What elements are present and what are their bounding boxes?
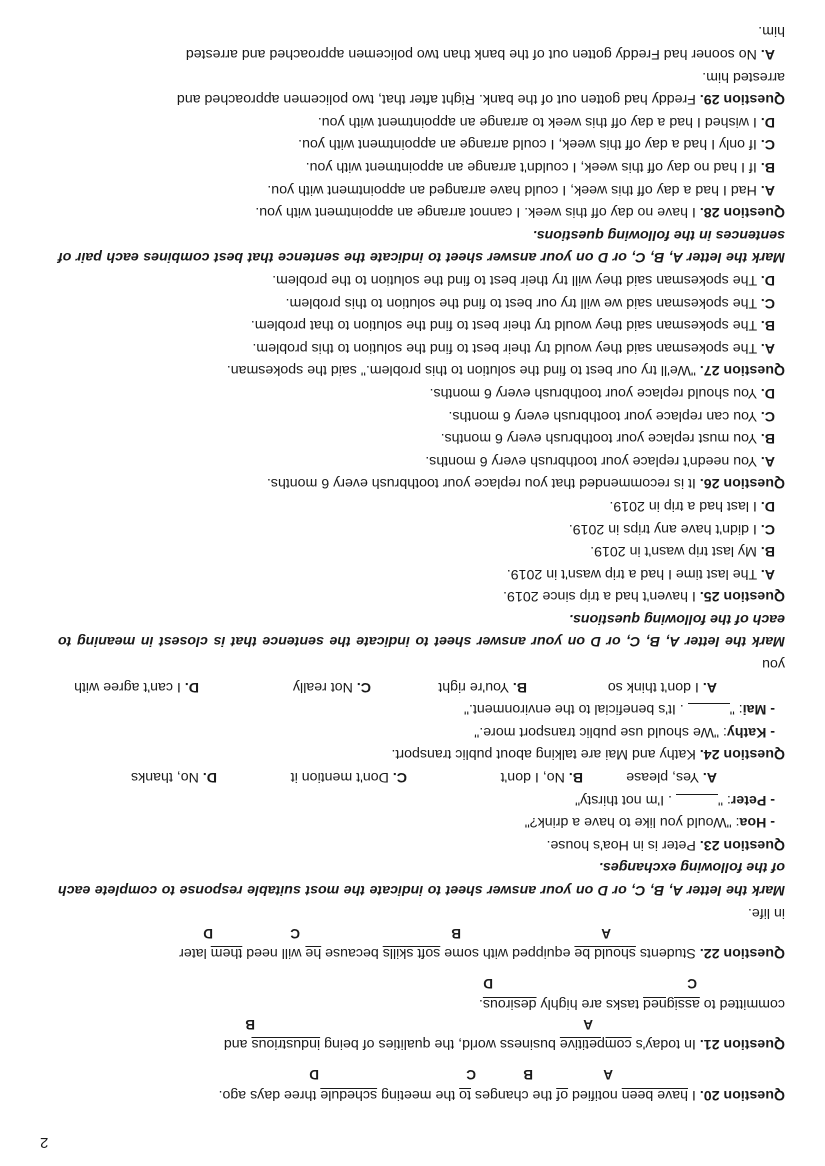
question-22-cont: in life. — [747, 904, 785, 921]
question-24-options — [58, 675, 785, 698]
instruction-exchanges: Mark the letter A, B, C, or D on your answer sheet to indicate the most suitable response to complete each of the following exchanges. — [58, 859, 785, 899]
question-25-option-a: A. The last time I had a trip wasn't in 2019. — [506, 565, 775, 582]
option-b: B. You're right — [438, 678, 527, 695]
question-21-letters-cd: C D — [483, 976, 697, 992]
question-26-option-d: D. You should replace your toothbrush every 6 months. — [429, 384, 775, 401]
question-26: Question 26. It is recommended that you replace your toothbrush every 6 months. — [266, 475, 785, 492]
page-content — [58, 20, 785, 1106]
question-27: Question 27. "We'll try our best to find the solution to this problem." said the spokesman. — [226, 362, 785, 379]
question-27-option-b: B. The spokesman said they would try their best to find the solution to that problem. — [250, 317, 775, 334]
question-29-option-a: A. No sooner had Freddy gotten out of the bank than two policemen approached and arrested — [185, 46, 775, 63]
question-29-cont: arrested him. — [702, 68, 785, 85]
option-a: A. I don't think so — [607, 678, 717, 695]
question-21-letters-ab: A B — [245, 1016, 593, 1032]
question-28-option-b: B. If I had no day off this week, I couldn't arrange an appointment with you. — [305, 159, 775, 176]
question-22-letters: A B C D — [203, 925, 611, 941]
question-23-peter: - Peter: " . I'm not thirsty" — [575, 791, 775, 808]
instruction-combine: Mark the letter A, B, C, or D on your answer sheet to indicate the sentence that best combines each pair of sentences in the following questions. — [58, 226, 785, 266]
question-23-options — [58, 765, 785, 788]
question-27-option-c: C. The spokesman said we will try our best to find the solution to this problem. — [285, 294, 775, 311]
question-23-hoa: - Hoa: "Would you like to have a drink?" — [524, 814, 775, 831]
question-26-option-b: B. You must replace your toothbrush every 6 months. — [440, 430, 775, 447]
option-d: D. No, thanks — [131, 769, 217, 786]
question-28-option-a: A. Had I had a day off this week, I could have arranged an appointment with you. — [267, 181, 775, 198]
question-22: Question 22. Students should be equipped with some soft skills because he will need them later — [179, 945, 785, 962]
question-25: Question 25. I haven't had a trip since 2019. — [503, 588, 785, 605]
question-20: Question 20. I have been notified of the changes to the meeting schedule three days ago. — [218, 1087, 785, 1103]
question-27-option-d: D. The spokesman said they will try their best to find the solution to the problem. — [272, 272, 775, 288]
question-29: Question 29. Freddy had gotten out of the bank. Right after that, two policemen approached and — [176, 91, 785, 108]
question-27-option-a: A. The spokesman said they would try their best to find the solution to this problem. — [252, 339, 775, 356]
option-c: C. Not really — [292, 678, 371, 695]
page-number: 2 — [40, 1133, 49, 1151]
question-25-option-b: B. My last trip wasn't in 2019. — [590, 543, 775, 560]
question-21-cont: committed to assigned tasks are highly desirous. — [478, 995, 785, 1012]
question-28-option-c: C. If only I had a day off this week, I could arrange an appointment with you. — [298, 136, 775, 153]
option-a: A. Yes, please — [626, 769, 717, 786]
question-28: Question 28. I have no day off this week. I cannot arrange an appointment with you. — [255, 204, 785, 221]
question-25-option-d: D. I last had a trip in 2019. — [609, 497, 775, 514]
option-c: C. Don't mention it — [290, 769, 407, 786]
question-29-option-a-cont: him. — [758, 23, 785, 40]
question-26-option-a: A. You needn't replace your toothbrush every 6 months. — [425, 452, 775, 469]
question-25-option-c: C. I didn't have any trips in 2019. — [568, 520, 775, 537]
question-24-kathy: - Kathy: "We should use public transport more." — [474, 723, 775, 740]
question-24: Question 24. Kathy and Mai are talking about public transport. — [391, 746, 785, 763]
question-23: Question 23. Peter is in Hoa's house. — [546, 836, 785, 853]
question-24-mai: - Mai: " . It's beneficial to the environment." — [463, 701, 775, 718]
question-20-letters: A B C D — [309, 1067, 613, 1083]
instruction-closest-meaning: Mark the letter A, B, C, or D on your answer sheet to indicate the sentence that is closest in meaning to each of the following questions. — [58, 610, 785, 650]
option-b: B. No, I don't — [500, 769, 583, 786]
question-28-option-d: D. I wished I had a day off this week to arrange an appointment with you. — [317, 113, 775, 130]
question-21: Question 21. In today's competitive business world, the qualities of being industrious and — [223, 1036, 785, 1053]
question-24-wrap: you — [762, 656, 785, 673]
question-26-option-c: C. You can replace your toothbrush every 6 months. — [448, 407, 775, 424]
option-d: D. I can't agree with — [74, 678, 199, 695]
